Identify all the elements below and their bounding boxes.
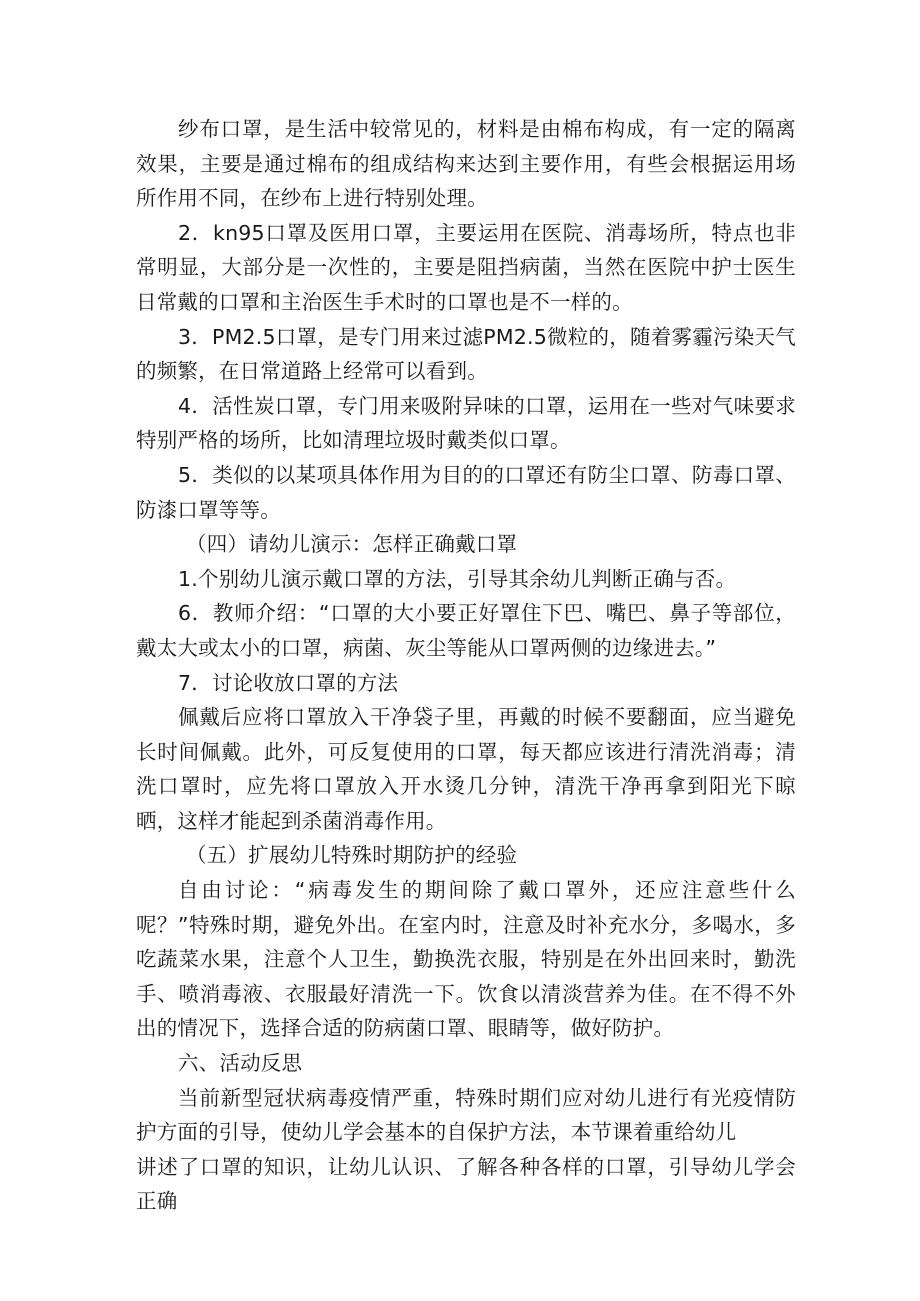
paragraph-free-discussion: 自由讨论：“病毒发生的期间除了戴口罩外，还应注意些什么呢？”特殊时期，避免外出。在室内时，注意及时补充水分，多喝水，多吃蔬菜水果，注意个人卫生，勤换洗衣服，特别是在外出回来时，勤洗手、喷消毒液、衣服最好清洗一下。饮食以清淡营养为佳。在不得不外出的情况下，选择合适的防病菌口罩、眼睛等，做好防护。 xyxy=(136,878,796,1041)
paragraph-child-demo: 1.个别幼儿演示戴口罩的方法，引导其余幼儿判断正确与否。 xyxy=(178,566,737,591)
paragraph-gauze-mask: 纱布口罩，是生活中较常见的，材料是由棉布构成，有一定的隔离效果，主要是通过棉布的组成结构来达到主要作用，有些会根据运用场所作用不同，在纱布上进行特别处理。 xyxy=(136,117,796,211)
paragraph-pm25-mask: 3．PM2.5口罩，是专门用来过滤PM2.5微粒的，随着雾霾污染天气的频繁，在日常道路上经常可以看到。 xyxy=(136,324,796,384)
paragraph-other-masks: 5．类似的以某项具体作用为目的的口罩还有防尘口罩、防毒口罩、防漆口罩等等。 xyxy=(136,462,796,522)
paragraph-kn95-mask: 2．kn95口罩及医用口罩，主要运用在医院、消毒场所，特点也非常明显，大部分是一次性的，主要是阻挡病菌，当然在医院中护士医生日常戴的口罩和主治医生手术时的口罩也是不一样的。 xyxy=(136,220,796,314)
section-heading-demo: （四）请幼儿演示：怎样正确戴口罩 xyxy=(186,532,518,557)
section-heading-reflection: 六、活动反思 xyxy=(178,1051,303,1076)
paragraph-reflection-continued: 讲述了口罩的知识，让幼儿认识、了解各种各样的口罩，引导幼儿学会正确 xyxy=(136,1154,796,1214)
paragraph-reflection: 当前新型冠状病毒疫情严重，特殊时期们应对幼儿进行有光疫情防护方面的引导，使幼儿学会基本的自保护方法，本节课着重给幼儿 xyxy=(136,1085,796,1145)
document-body xyxy=(136,112,796,1219)
paragraph-teacher-intro: 6．教师介绍：“口罩的大小要正好罩住下巴、嘴巴、鼻子等部位，戴太大或太小的口罩，病菌、灰尘等能从口罩两侧的边缘进去。” xyxy=(136,601,796,660)
paragraph-carbon-mask: 4．活性炭口罩，专门用来吸附异味的口罩，运用在一些对气味要求特别严格的场所，比如清理垃圾时戴类似口罩。 xyxy=(136,393,796,453)
paragraph-storage-discussion: 7．讨论收放口罩的方法 xyxy=(178,670,399,695)
section-heading-extension: （五）扩展幼儿特殊时期防护的经验 xyxy=(186,843,518,868)
paragraph-storage-details: 佩戴后应将口罩放入干净袋子里，再戴的时候不要翻面，应当避免长时间佩戴。此外，可反复使用的口罩，每天都应该进行清洗消毒；清洗口罩时，应先将口罩放入开水烫几分钟，清洗干净再拿到阳光下晾晒，这样才能起到杀菌消毒作用。 xyxy=(136,705,796,833)
